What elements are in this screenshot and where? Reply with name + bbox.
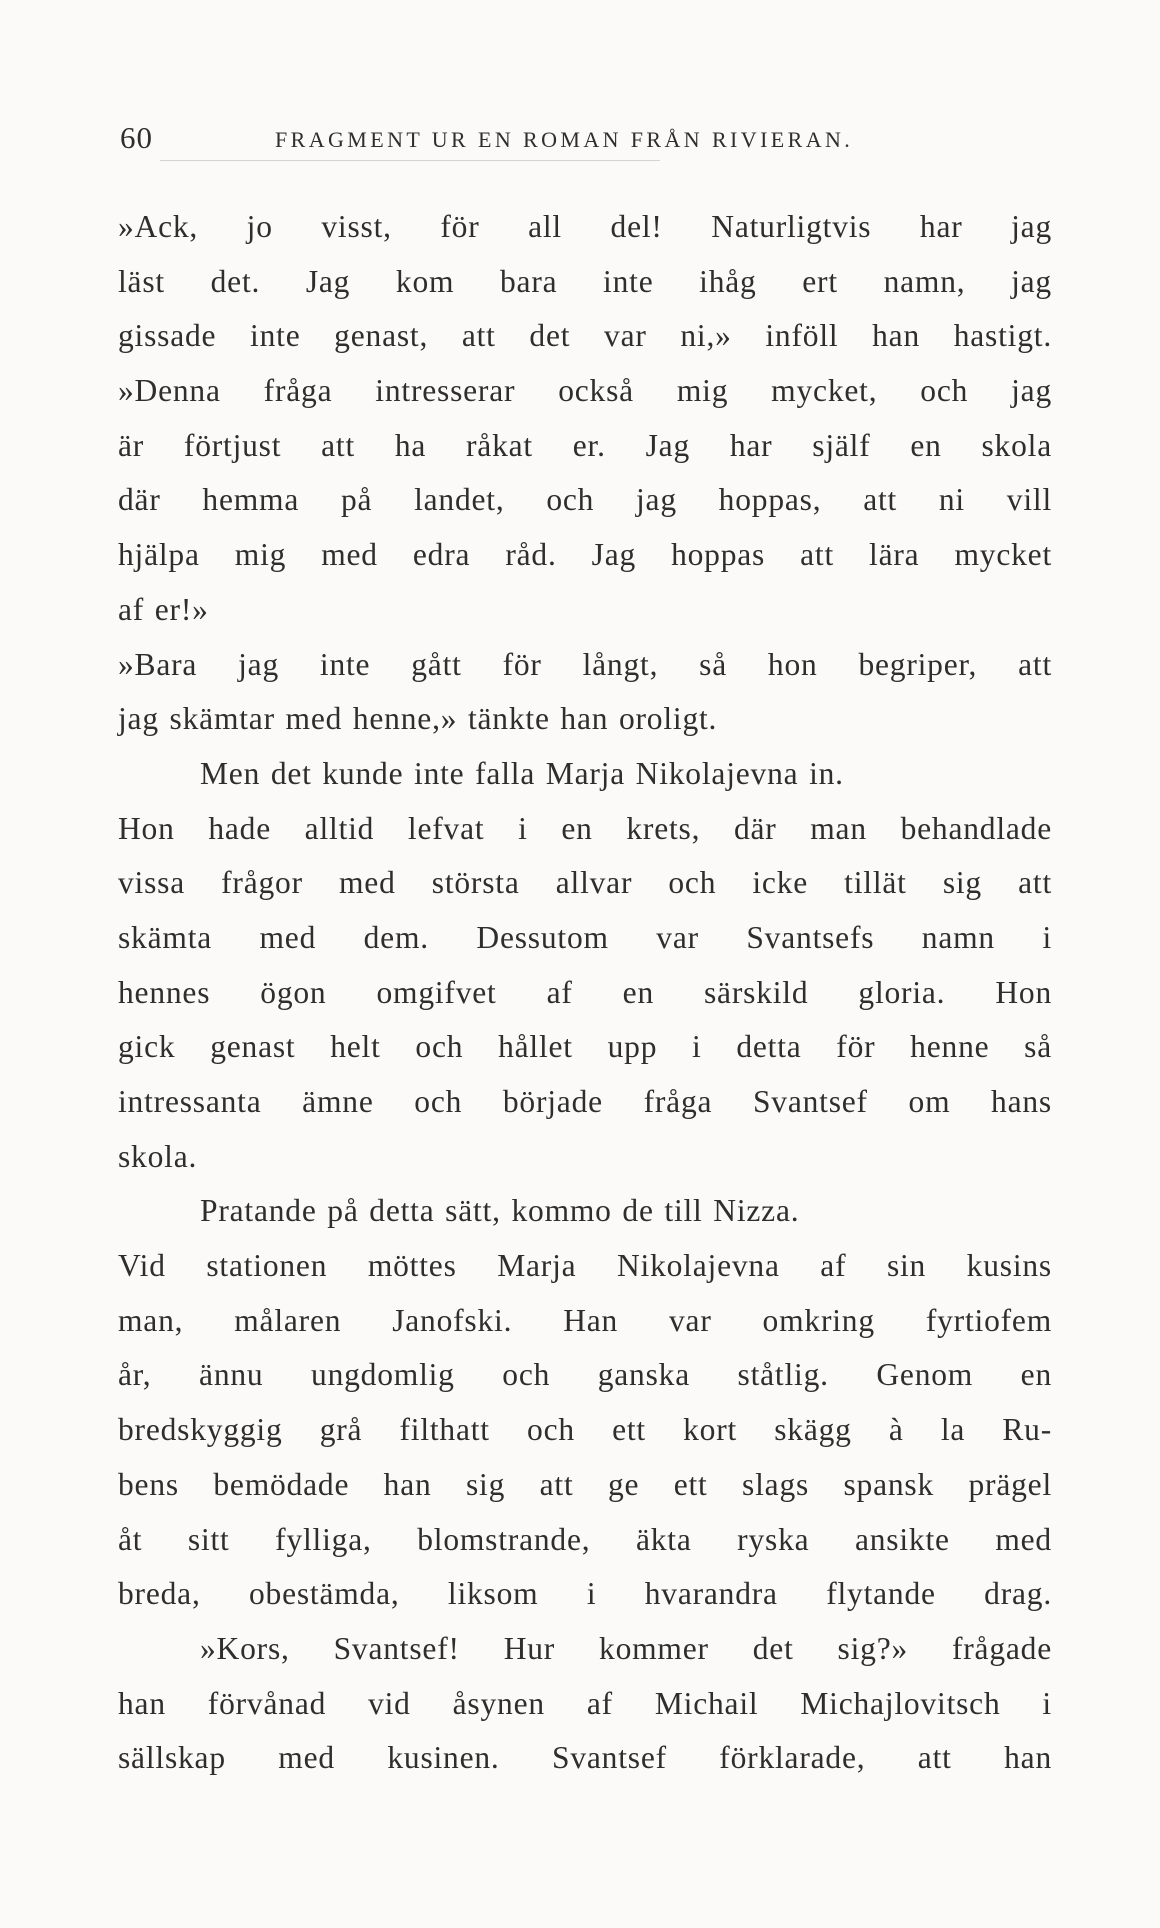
text-line: »Denna fråga intresserar också mig mycket, och jag [118, 373, 1052, 409]
text-line: vissa frågor med största allvar och icke tillät sig att [118, 865, 1052, 901]
text-body [118, 200, 1052, 1786]
text-line: Pratande på detta sätt, kommo de till Nizza. [200, 1193, 800, 1229]
text-line: där hemma på landet, och jag hoppas, att ni vill [118, 482, 1052, 518]
running-head [120, 118, 1050, 158]
text-line: Men det kunde inte falla Marja Nikolajevna in. [200, 755, 844, 791]
text-line: han förvånad vid åsynen af Michail Michajlovitsch i [118, 1685, 1052, 1721]
text-line: breda, obestämda, liksom i hvarandra flytande drag. [118, 1576, 1052, 1612]
text-line: »Bara jag inte gått för långt, så hon begriper, att [118, 646, 1052, 682]
text-line: man, målaren Janofski. Han var omkring fyrtiofem [118, 1302, 1052, 1338]
text-line: af er!» [118, 591, 209, 627]
running-title: FRAGMENT UR EN ROMAN FRÅN RIVIERAN. [275, 127, 854, 152]
header-rule [160, 160, 660, 161]
text-line: åt sitt fylliga, blomstrande, äkta ryska ansikte med [118, 1521, 1052, 1557]
text-line: Vid stationen möttes Marja Nikolajevna af sin kusins [118, 1248, 1052, 1284]
text-line: »Ack, jo visst, för all del! Naturligtvis har jag [118, 209, 1052, 244]
text-line: är förtjust att ha råkat er. Jag har själf en skola [118, 427, 1052, 463]
text-line: gissade inte genast, att det var ni,» inföll han hastigt. [118, 318, 1052, 354]
text-line: gick genast helt och hållet upp i detta för henne så [118, 1029, 1052, 1065]
text-line: hennes ögon omgifvet af en särskild gloria. Hon [118, 974, 1052, 1010]
text-line: skola. [118, 1138, 198, 1174]
page-number: 60 [120, 120, 153, 155]
text-line: sällskap med kusinen. Svantsef förklarade, att han [118, 1740, 1052, 1776]
text-line: bens bemödade han sig att ge ett slags spansk prägel [118, 1466, 1052, 1502]
text-line: skämta med dem. Dessutom var Svantsefs namn i [118, 919, 1052, 955]
text-line: läst det. Jag kom bara inte ihåg ert namn, jag [118, 263, 1052, 299]
text-line: bredskyggig grå filthatt och ett kort skägg à la Ru- [118, 1412, 1052, 1448]
text-line: intressanta ämne och började fråga Svantsef om hans [118, 1084, 1052, 1119]
text-line: hjälpa mig med edra råd. Jag hoppas att lära mycket [118, 537, 1052, 573]
text-line: år, ännu ungdomlig och ganska ståtlig. Genom en [118, 1357, 1052, 1393]
text-line: jag skämtar med henne,» tänkte han oroligt. [118, 701, 718, 737]
text-line: »Kors, Svantsef! Hur kommer det sig?» frågade [200, 1630, 1052, 1666]
text-line: Hon hade alltid lefvat i en krets, där man behandlade [118, 810, 1052, 846]
